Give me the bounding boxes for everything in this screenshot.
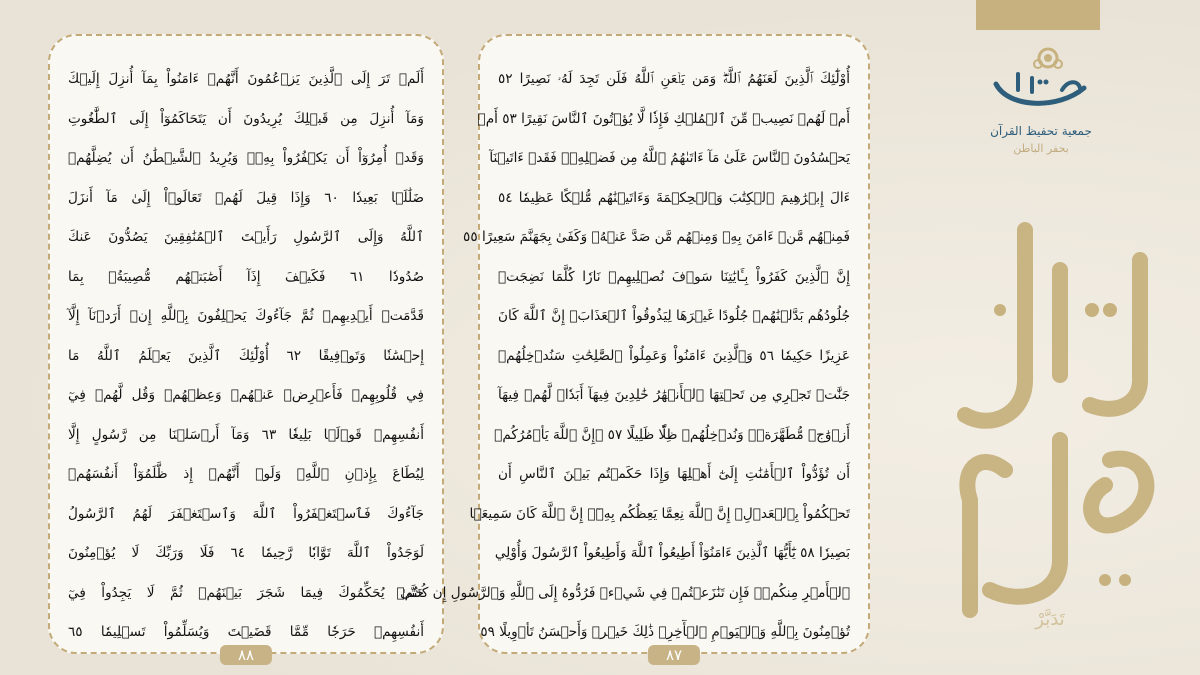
verse-line: ٱلۡأَمۡرِ مِنكُمۡۖ فَإِن تَنَٰزَعۡتُمۡ فِي شَيۡءٖ فَرُدُّوهُ إِلَى ٱللَّهِ وَٱلرَّسُولِ إِن كُنتُمۡ — [396, 584, 850, 601]
verse-line: أَنفُسِهِمۡ حَرَجٗا مِّمَّا قَضَيۡتَ وَيُسَلِّمُواْ تَسۡلِيمٗا ٦٥ — [68, 624, 424, 640]
verse-line: عَزِيزًا حَكِيمٗا ٥٦ وَٱلَّذِينَ ءَامَنُواْ وَعَمِلُواْ ٱلصَّٰلِحَٰتِ سَنُدۡخِلُهُمۡ — [498, 347, 851, 364]
quran-page-87 — [396, 34, 870, 664]
page-number-right: ٨٧ — [648, 645, 700, 665]
left-page-text — [68, 60, 424, 653]
logo-icon — [988, 44, 1092, 114]
verse-line: لِيُطَاعَ بِإِذۡنِ ٱللَّهِۚ وَلَوۡ أَنَّهُمۡ إِذ ظَّلَمُوٓاْ أَنفُسَهُمۡ — [68, 466, 424, 482]
calligraphy-tadabbar — [910, 200, 1190, 640]
verse-line: إِنَّ ٱلَّذِينَ كَفَرُواْ بِـَٔايَٰتِنَا سَوۡفَ نُصۡلِيهِمۡ نَارٗا كُلَّمَا نَضِجَتۡ — [498, 268, 850, 285]
branding-panel — [870, 0, 1200, 675]
verse-line: بَصِيرٗا ٥٨ يَٰٓأَيُّهَا ٱلَّذِينَ ءَامَنُوٓاْ أَطِيعُواْ ٱللَّهَ وَأَطِيعُواْ ٱلرَّسُولَ وَأُوْلِي — [494, 545, 850, 561]
verse-line: قَدَّمَتۡ أَيۡدِيهِمۡ ثُمَّ جَآءُوكَ يَحۡلِفُونَ بِٱللَّهِ إِنۡ أَرَدۡنَآ إِلَّآ — [68, 308, 424, 324]
verse-line: أَلَمۡ تَرَ إِلَى ٱلَّذِينَ يَزۡعُمُونَ أَنَّهُمۡ ءَامَنُواْ بِمَآ أُنزِلَ إِلَيۡكَ — [68, 71, 424, 87]
calligraphy-word: تَدَبَّرْ — [1035, 609, 1065, 630]
verse-line: أَن تُؤَدُّواْ ٱلۡأَمَٰنَٰتِ إِلَىٰٓ أَهۡلِهَا وَإِذَا حَكَمۡتُم بَيۡنَ ٱلنَّاسِ أَن — [498, 466, 850, 482]
org-name: جمعية تحفيظ القرآن — [990, 124, 1092, 138]
verse-line: جَنَّٰتٖ تَجۡرِي مِن تَحۡتِهَا ٱلۡأَنۡهَٰرُ خَٰلِدِينَ فِيهَآ أَبَدٗاۖ لَّهُمۡ فِيهَآ — [498, 387, 850, 403]
verse-line: يَحۡسُدُونَ ٱلنَّاسَ عَلَىٰ مَآ ءَاتَىٰهُمُ ٱللَّهُ مِن فَضۡلِهِۦۖ فَقَدۡ ءَاتَيۡنَآ — [489, 150, 850, 166]
verse-line: فَمِنۡهُم مَّنۡ ءَامَنَ بِهِۦ وَمِنۡهُم مَّن صَدَّ عَنۡهُۚ وَكَفَىٰ بِجَهَنَّمَ سَعِيرًا ٥٥ — [463, 229, 850, 245]
quran-page-88 — [48, 34, 444, 664]
verse-line: وَمَآ أُنزِلَ مِن قَبۡلِكَ يُرِيدُونَ أَن يَتَحَاكَمُوٓاْ إِلَى ٱلطَّٰغُوتِ — [68, 110, 424, 127]
verse-line: ضَلَٰلَۢا بَعِيدٗا ٦٠ وَإِذَا قِيلَ لَهُمۡ تَعَالَوۡاْ إِلَىٰ مَآ أَنزَلَ — [68, 189, 425, 206]
verse-line: ءَالَ إِبۡرَٰهِيمَ ٱلۡكِتَٰبَ وَٱلۡحِكۡمَةَ وَءَاتَيۡنَٰهُم مُّلۡكًا عَظِيمٗا ٥٤ — [498, 189, 850, 206]
verse-line: أَمۡ لَهُمۡ نَصِيبٞ مِّنَ ٱلۡمُلۡكِ فَإِذٗا لَّا يُؤۡتُونَ ٱلنَّاسَ نَقِيرًا ٥٣ أَمۡ — [477, 110, 850, 127]
verse-line: أَنفُسِهِمۡ قَوۡلَۢا بَلِيغٗا ٦٣ وَمَآ أَرۡسَلۡنَا مِن رَّسُولٍ إِلَّا — [68, 426, 424, 443]
verse-line: جُلُودُهُم بَدَّلۡنَٰهُمۡ جُلُودًا غَيۡرَهَا لِيَذُوقُواْ ٱلۡعَذَابَۗ إِنَّ ٱللَّهَ كَانَ — [498, 308, 850, 324]
verse-line: ٱللَّهُ وَإِلَى ٱلرَّسُولِ رَأَيۡتَ ٱلۡمُنَٰفِقِينَ يَصُدُّونَ عَنكَ — [68, 229, 424, 245]
verse-line: إِحۡسَٰنٗا وَتَوۡفِيقًا ٦٢ أُوْلَٰٓئِكَ ٱلَّذِينَ يَعۡلَمُ ٱللَّهُ مَا — [68, 347, 425, 364]
page-number-left: ٨٨ — [220, 645, 272, 665]
verse-line: جَآءُوكَ فَٱسۡتَغۡفَرُواْ ٱللَّهَ وَٱسۡتَغۡفَرَ لَهُمُ ٱلرَّسُولُ — [68, 505, 424, 522]
gold-header-tab — [976, 0, 1100, 30]
verse-line: وَقَدۡ أُمِرُوٓاْ أَن يَكۡفُرُواْ بِهِۦۖ وَيُرِيدُ ٱلشَّيۡطَٰنُ أَن يُضِلَّهُمۡ — [68, 150, 424, 166]
right-page-text — [396, 60, 851, 653]
verse-line: فِي قُلُوبِهِمۡ فَأَعۡرِضۡ عَنۡهُمۡ وَعِظۡهُمۡ وَقُل لَّهُمۡ فِيٓ — [68, 387, 424, 403]
verse-line: حَتَّىٰ يُحَكِّمُوكَ فِيمَا شَجَرَ بَيۡنَهُمۡ ثُمَّ لَا يَجِدُواْ فِيٓ — [68, 584, 424, 601]
verse-line: تُؤۡمِنُونَ بِٱللَّهِ وَٱلۡيَوۡمِ ٱلۡأٓخِرِۚ ذَٰلِكَ خَيۡرٞ وَأَحۡسَنُ تَأۡوِيلًا ٥٩ — [480, 624, 850, 640]
verse-line: صُدُودٗا ٦١ فَكَيۡفَ إِذَآ أَصَٰبَتۡهُم مُّصِيبَةُۢ بِمَا — [68, 268, 424, 285]
verse-line: تَحۡكُمُواْ بِٱلۡعَدۡلِۚ إِنَّ ٱللَّهَ نِعِمَّا يَعِظُكُم بِهِۦٓۗ إِنَّ ٱللَّهَ كَانَ سَمِيعَۢا — [469, 505, 850, 522]
verse-line: أَزۡوَٰجٞ مُّطَهَّرَةٞۖ وَنُدۡخِلُهُمۡ ظِلّٗا ظَلِيلًا ٥٧ ۞إِنَّ ٱللَّهَ يَأۡمُرُكُمۡ — [494, 426, 850, 443]
org-subtitle: بحفر الباطن — [1013, 142, 1069, 155]
verse-line: لَوَجَدُواْ ٱللَّهَ تَوَّابٗا رَّحِيمٗا ٦٤ فَلَا وَرَبِّكَ لَا يُؤۡمِنُونَ — [68, 545, 424, 561]
verse-line: أُوْلَٰٓئِكَ ٱلَّذِينَ لَعَنَهُمُ ٱللَّهُۖ وَمَن يَلۡعَنِ ٱللَّهُ فَلَن تَجِدَ لَهُۥ نَصِيرًا ٥٢ — [498, 71, 850, 87]
